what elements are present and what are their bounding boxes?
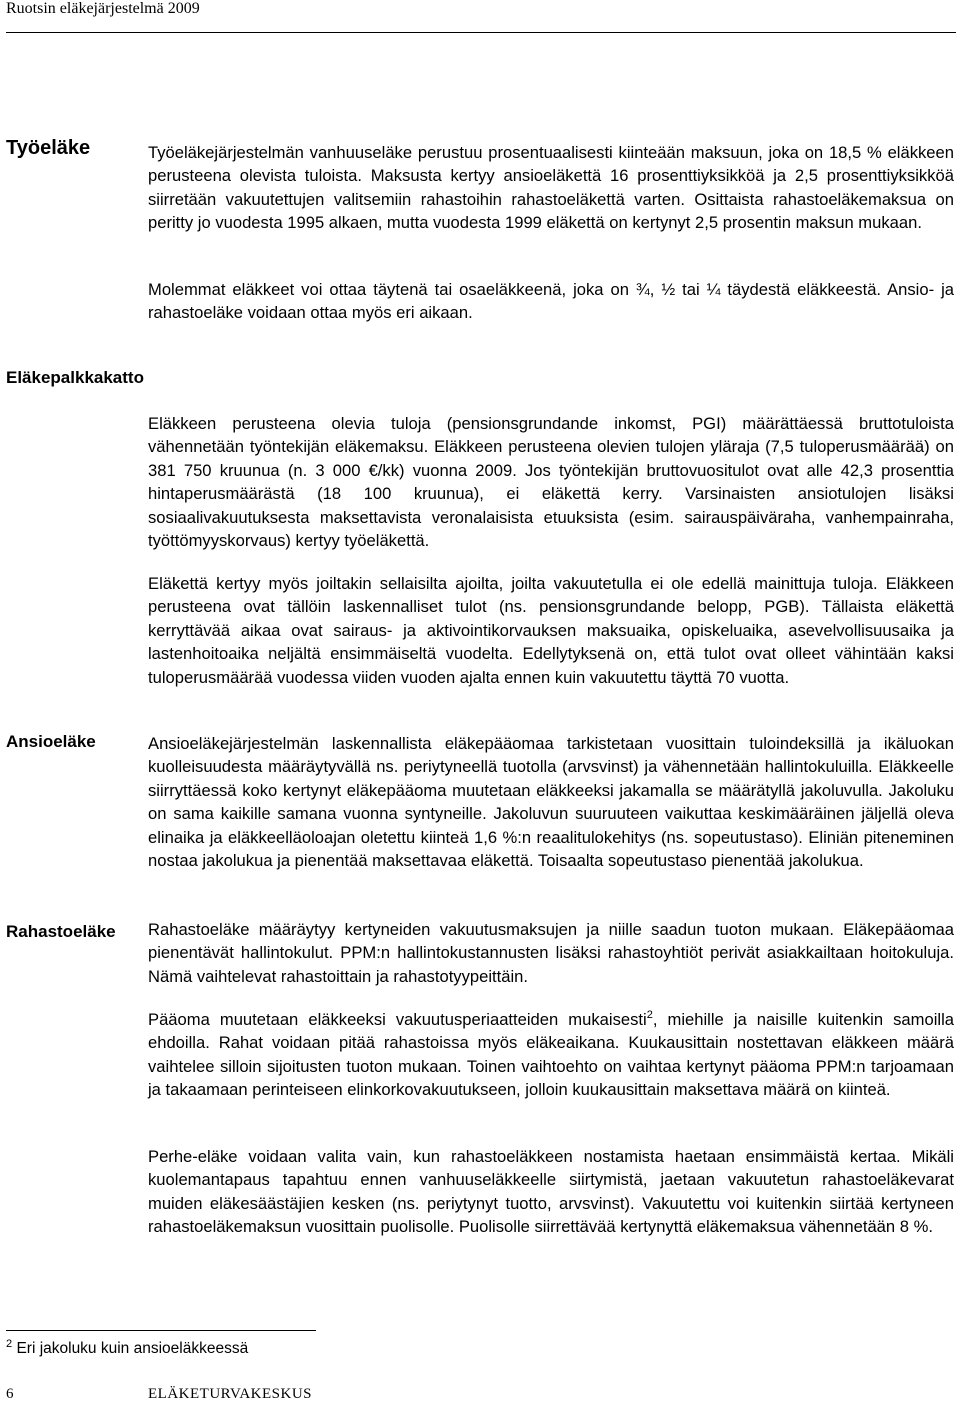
footer-organization: ELÄKETURVAKESKUS [148,1386,313,1402]
section-heading-rahastoelake: Rahastoeläke [6,922,116,941]
section-heading-tyoelake: Työeläke [6,137,91,159]
paragraph-ansioelake-1: Ansioeläkejärjestelmän laskennallista eläkepääomaa tarkistetaan vuosittain tuloindeksillä ja ikäluokan kuolleisuudesta määräytyvällä ns. periytyneellä tuotolla (arvsvinst) ja vähennetään hallintokuluilla. Eläkkeelle siirryttäessä koko kertynyt eläkepääoma muutetaan eläkkeeksi jakamalla se määrätyllä jakoluvulla. Jakoluku on sama kaikille samana vuonna syntyneille. Jakoluvun suuruuteen vaikuttaa keskimääräinen jäljellä oleva elinaika ja eläkkeelläoloajan oletettu kiinteä 1,6 %:n reaalitulokehitys (ns. sopeutustaso). Eliniän piteneminen nostaa jakolukua ja pienentää maksettavaa eläkettä. Toisaalta sopeutustaso pienentää jakolukua. [148,734,954,871]
section-heading-ansioelake: Ansioeläke [6,732,96,751]
paragraph-tyoelake-1: Työeläkejärjestelmän vanhuuseläke perustuu prosentuaalisesti kiinteään maksuun, joka on 18,5 % eläkkeen perusteena olevista tuloista. Maksusta kertyy ansioeläkettä 16 prosenttiyksikköä ja 2,5 prosenttiyksikköä siirretään vakuutettujen valitsemiin rahastoihin rahastoeläkettä varten. Osittaista rahastoeläkemaksua on peritty jo vuodesta 1995 alkaen, mutta vuodesta 1999 eläkettä on kertynyt 2,5 prosentin maksun mukaan. [148,143,954,233]
footnote-reference[interactable]: 2 [646,1009,653,1021]
paragraph-tyoelake-2: Molemmat eläkkeet voi ottaa täytenä tai osaeläkkeenä, joka on ¾, ½ tai ¼ täydestä eläkkeestä. Ansio- ja rahastoeläke voidaan ottaa myös eri aikaan. [148,280,954,323]
footnote [6,1340,248,1358]
paragraph-rahastoelake-1: Rahastoeläke määräytyy kertyneiden vakuutusmaksujen ja niille saadun tuoton mukaan. Eläkepääomaa pienentävät hallintokulut. PPM:n hallintokustannusten lisäksi rahastoyhtiöt perivät asiakkailtaan hoitokuluja. Nämä vaihtelevat rahastoittain ja rahastotyypeittäin. [148,920,954,986]
paragraph-rahastoelake-2-start: Pääoma muutetaan eläkkeeksi vakuutusperiaatteiden mukaisesti [148,1010,647,1029]
paragraph-elakepalkkakatto-2: Eläkettä kertyy myös joiltakin sellaisilta ajoilta, joilta vakuutetulla ei ole edellä mainittuja tuloja. Eläkkeen perusteena ovat tällöin laskennalliset tulot (ns. pensionsgrundande belopp, PGB). Tällaista eläkettä kerryttävää aikaa ovat sairaus- ja aktivointikorvauksen maksuaika, opiskeluaika, asevelvollisuusaika ja lastenhoitoaika neljältä ensimmäiseltä vuodelta. Edellytyksenä on, että tulot ovat olleet vähintään kaksi tuloperusmäärää vuodessa viiden vuoden ajalta ennen kuin vakuutettu täyttä 70 vuotta. [148,574,954,687]
document-header-title: Ruotsin eläkejärjestelmä 2009 [6,0,200,17]
header-divider [6,32,956,33]
paragraph-rahastoelake-2-end: , miehille ja naisille kuitenkin samoilla ehdoilla. Rahat voidaan pitää rahastoissa myös eläkeaikana. Kuukausittain nostettavan eläkkeen määrä vaihtelee silloin sijoitusten tuoton mukaan. Toinen vaihtoehto on vaihtaa kertynyt pääoma PPM:n tarjoamaan ja takaamaan perinteiseen elinkorkovakuutukseen, jolloin kuukausittain maksettava määrä on kiinteä. [148,1010,955,1100]
paragraph-rahastoelake-3: Perhe-eläke voidaan valita vain, kun rahastoeläkkeen nostamista haetaan ensimmäistä kertaa. Mikäli kuolemantapaus tapahtuu ennen vanhuuseläkkeelle siirtymistä, jaetaan vakuutetun rahastoeläkevarat muiden eläkesäästäjien kesken (ns. periytynyt tuotto, arvsvinst). Vakuutettu voi kuitenkin siirtää kertyneen rahastoeläkemaksun vuosittain puolisolle. Puolisolle siirrettävää kertynyttä eläkemaksua vähennetään 8 %. [148,1147,954,1237]
paragraph-rahastoelake-2 [148,1008,954,1102]
footnote-divider [6,1330,316,1331]
footnote-number: 2 [6,1338,13,1350]
section-heading-elakepalkkakatto: Eläkepalkkakatto [6,368,144,387]
page-number: 6 [6,1386,14,1402]
footnote-text: Eri jakoluku kuin ansioeläkkeessä [16,1340,249,1357]
paragraph-elakepalkkakatto-1: Eläkkeen perusteena olevia tuloja (pensionsgrundande inkomst, PGI) määrättäessä bruttotuloista vähennetään työntekijän eläkemaksu. Eläkkeen perusteena olevien tulojen yläraja (7,5 tuloperusmäärää) on 381 750 kruunua (n. 3 000 €/kk) vuonna 2009. Jos työntekijän bruttovuositulot ovat alle 42,3 prosenttia hintaperusmäärästä (18 100 kruunua), ei eläkettä kerry. Varsinaisten ansiotulojen lisäksi sosiaalivakuutuksesta maksettavista veronalaisista etuuksista (esim. sairauspäiväraha, vanhempainraha, työttömyyskorvaus) kertyy työeläkettä. [148,414,954,551]
